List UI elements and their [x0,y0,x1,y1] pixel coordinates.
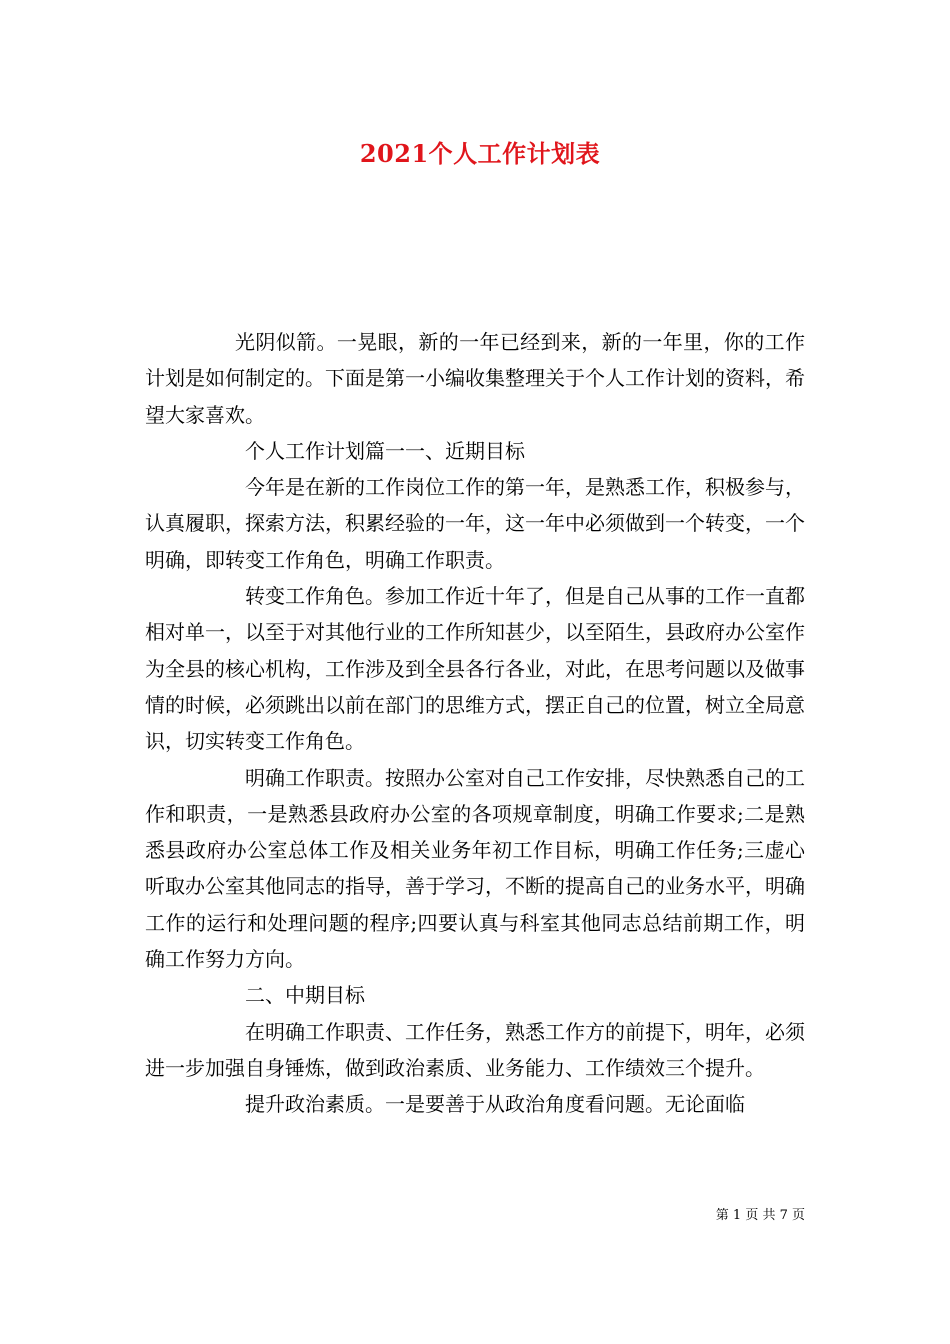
paragraph-section-heading: 二、中期目标 [245,983,365,1008]
paragraph-section-heading: 个人工作计划篇一一、近期目标 [245,438,525,463]
paragraph-intro: 光阴似箭。一晃眼，新的一年已经到来，新的一年里，你的工作计划是如何制定的。下面是第一小编收集整理关于个人工作计划的资料，希望大家喜欢。 [145,330,805,427]
paragraph: 提升政治素质。一是要善于从政治角度看问题。无论面临 [245,1092,745,1117]
paragraph: 今年是在新的工作岗位工作的第一年，是熟悉工作，积极参与，认真履职，探索方法，积累经验的一年，这一年中必须做到一个转变，一个明确，即转变工作角色，明确工作职责。 [145,475,805,572]
paragraph: 明确工作职责。按照办公室对自己工作安排，尽快熟悉自己的工作和职责，一是熟悉县政府办公室的各项规章制度，明确工作要求;二是熟悉县政府办公室总体工作及相关业务年初工作目标，明确工作任务;三虚心听取办公室其他同志的指导，善于学习，不断的提高自己的业务水平，明确工作的运行和处理问题的程序;四要认真与科室其他同志总结前期工作，明确工作努力方向。 [145,765,805,972]
document-title: 2021个人工作计划表 [359,139,601,168]
document-body [145,324,805,1123]
page-number-footer: 第 1 页 共 7 页 [715,1208,805,1223]
paragraph: 转变工作角色。参加工作近十年了，但是自己从事的工作一直都相对单一，以至于对其他行业的工作所知甚少，以至陌生，县政府办公室作为全县的核心机构，工作涉及到全县各行各业，对此，在思考问题以及做事情的时候，必须跳出以前在部门的思维方式，摆正自己的位置，树立全局意识，切实转变工作角色。 [145,584,805,754]
paragraph: 在明确工作职责、工作任务，熟悉工作方的前提下，明年，必须进一步加强自身锤炼，做到政治素质、业务能力、工作绩效三个提升。 [145,1019,805,1080]
